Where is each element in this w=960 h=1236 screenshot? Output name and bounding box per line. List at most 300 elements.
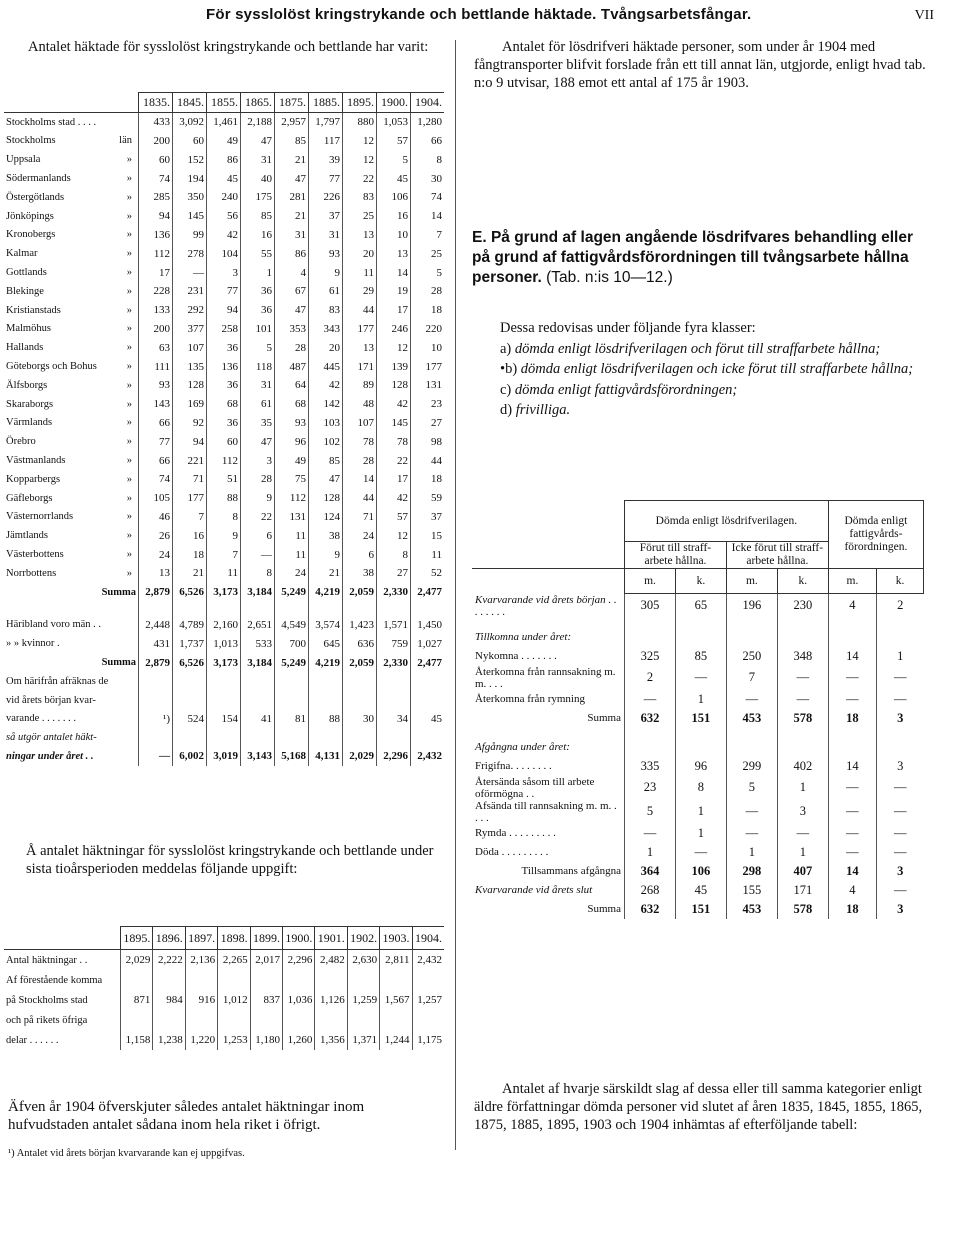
table-row (4, 395, 444, 414)
table-cell: 1 (675, 800, 726, 824)
table-cell: 177 (343, 320, 377, 339)
table-cell: 24 (139, 545, 173, 564)
spacer-row (472, 618, 924, 628)
county-name-cell (4, 564, 139, 583)
table-cell (726, 738, 777, 757)
table-cell: 258 (207, 320, 241, 339)
table-cell: 2,296 (377, 747, 411, 766)
table-cell: 60 (173, 132, 207, 151)
table-cell: 39 (309, 150, 343, 169)
table-cell: 38 (343, 564, 377, 583)
table-row (4, 112, 444, 131)
table-cell: 104 (207, 244, 241, 263)
table-cell: 175 (241, 188, 275, 207)
class-text: dömda enligt lösdrifverilagen och förut till straffarbete hållna; (514, 340, 881, 357)
table-cell: 11 (207, 564, 241, 583)
county-name-cell (4, 508, 139, 527)
spacer-cell (828, 728, 876, 738)
table-cell (343, 691, 377, 710)
county-suffix: » (126, 342, 132, 354)
row-label: Om härifrån afräknas de (6, 675, 109, 687)
table-cell: 3,092 (173, 112, 207, 131)
table-cell: 916 (185, 990, 217, 1010)
table-cell: 228 (139, 282, 173, 301)
table-cell (777, 628, 828, 647)
table-cell: 3 (877, 900, 924, 919)
table-cell: 42 (309, 376, 343, 395)
table-body (4, 950, 444, 1051)
added-section-row (472, 628, 924, 647)
table-cell: 15 (411, 526, 445, 545)
county-name-cell (4, 451, 139, 470)
net-arrests-row (4, 747, 444, 766)
table-cell: 335 (625, 757, 676, 776)
class-mark: c) (500, 381, 512, 398)
men-row (4, 616, 444, 635)
spacer-cell (275, 602, 309, 616)
table-cell: 74 (139, 470, 173, 489)
table-cell: 2,957 (275, 112, 309, 131)
returned-from-escape-row (472, 690, 924, 709)
table-cell: 285 (139, 188, 173, 207)
table-cell: 2,136 (185, 950, 217, 971)
table-cell: 28 (241, 470, 275, 489)
table-cell: 35 (241, 414, 275, 433)
table-cell: 36 (241, 282, 275, 301)
sex-col-header: m. (625, 569, 676, 594)
table-cell: 2,482 (315, 950, 347, 971)
table-cell: 71 (173, 470, 207, 489)
deduction-row (4, 672, 444, 691)
table-cell: 49 (207, 132, 241, 151)
class-item-a (472, 339, 922, 360)
table-cell: 6 (241, 526, 275, 545)
table-cell: 8 (675, 776, 726, 800)
table-cell: 85 (309, 451, 343, 470)
county-name-cell (4, 470, 139, 489)
county-name: Västmanlands (6, 455, 66, 467)
table-cell: 94 (207, 301, 241, 320)
spacer-cell (139, 602, 173, 616)
returned-from-trial-row (472, 666, 924, 690)
table-cell: 3,184 (241, 653, 275, 672)
table-cell: 17 (377, 470, 411, 489)
table-cell: 299 (726, 757, 777, 776)
table-cell: 27 (377, 564, 411, 583)
class-item-d (472, 400, 922, 421)
table-cell: 66 (139, 451, 173, 470)
table-cell (275, 691, 309, 710)
table-cell: 155 (726, 881, 777, 900)
table-cell: 47 (241, 132, 275, 151)
table-cell: 1,356 (315, 1030, 347, 1050)
table-cell (625, 738, 676, 757)
table-cell: 3 (877, 862, 924, 881)
table-cell: — (726, 824, 777, 843)
table-cell: 1,027 (411, 634, 445, 653)
table-cell: 2,811 (380, 950, 412, 971)
table-cell: 4,219 (309, 583, 343, 602)
county-suffix: » (126, 492, 132, 504)
spacer-cell (207, 602, 241, 616)
table-cell: 196 (726, 594, 777, 618)
table-row (4, 150, 444, 169)
table-cell: — (726, 800, 777, 824)
table-cell: 1 (625, 843, 676, 862)
county-suffix: » (126, 530, 132, 542)
table-cell: 26 (139, 526, 173, 545)
county-name: Södermanlands (6, 173, 71, 185)
table-cell: 700 (275, 634, 309, 653)
table-cell: 81 (275, 710, 309, 729)
table-cell: 2,448 (139, 616, 173, 635)
table-cell: 2,188 (241, 112, 275, 131)
table-row (4, 357, 444, 376)
table-cell: 171 (343, 357, 377, 376)
table-cell: 1,797 (309, 112, 343, 131)
table-cell: 22 (343, 169, 377, 188)
table-cell: 22 (377, 451, 411, 470)
table-cell: 36 (207, 376, 241, 395)
county-name-cell (4, 207, 139, 226)
year-col-header: 1900. (377, 93, 411, 113)
table-cell (380, 1010, 412, 1030)
table-cell (412, 970, 444, 990)
table-cell: 364 (625, 862, 676, 881)
table-cell: 136 (139, 226, 173, 245)
table-cell: 4,789 (173, 616, 207, 635)
table-cell (275, 728, 309, 747)
county-name-cell (4, 489, 139, 508)
table-cell: 102 (309, 432, 343, 451)
table-header-blank (472, 569, 625, 594)
year-col-header: 1895. (343, 93, 377, 113)
table-cell: 18 (828, 709, 876, 728)
table-cell (347, 1010, 379, 1030)
spacer-cell (777, 728, 828, 738)
county-name-cell (4, 526, 139, 545)
table-cell: 4 (828, 881, 876, 900)
county-name: Kopparbergs (6, 473, 61, 485)
table-cell: 106 (675, 862, 726, 881)
table-cell: — (877, 824, 924, 843)
table-cell: 2,432 (411, 747, 445, 766)
forced-labour-table (472, 500, 924, 919)
table-cell: 433 (139, 112, 173, 131)
table-cell: 11 (343, 263, 377, 282)
sex-header-row (472, 569, 924, 594)
table-cell: 65 (675, 594, 726, 618)
table-cell (828, 738, 876, 757)
county-suffix: » (126, 361, 132, 373)
table-cell: 152 (173, 150, 207, 169)
row-label: Afgångna under året: (475, 741, 570, 753)
table-cell: 47 (275, 169, 309, 188)
table-cell: 133 (139, 301, 173, 320)
table-cell: 16 (377, 207, 411, 226)
row-label: Summa (101, 586, 136, 598)
class-text: dömda enligt lösdrifverilagen och icke förut till straffarbete hållna; (520, 361, 914, 377)
table-cell (173, 728, 207, 747)
table-cell: 17 (377, 301, 411, 320)
table-cell: 89 (343, 376, 377, 395)
row-label: vid årets början kvar- (6, 694, 96, 706)
table-cell (153, 1010, 185, 1030)
table-cell: 112 (139, 244, 173, 263)
left-intro-paragraph: Antalet häktade för sysslolöst kringstrykande och bettlande har varit: (28, 39, 429, 55)
spacer-cell (726, 618, 777, 628)
table-cell: 2,029 (343, 747, 377, 766)
table-cell: 2,222 (153, 950, 185, 971)
table-cell: 112 (207, 451, 241, 470)
county-name: Norrbottens (6, 567, 57, 579)
table-cell: 3,173 (207, 653, 241, 672)
table-cell: 5,168 (275, 747, 309, 766)
table-cell: 18 (411, 470, 445, 489)
table-cell (250, 1010, 282, 1030)
table-row (4, 188, 444, 207)
table-cell (207, 691, 241, 710)
row-label: Summa (101, 657, 136, 668)
table-cell: 8 (241, 564, 275, 583)
sex-col-header: k. (777, 569, 828, 594)
table-cell: 28 (343, 451, 377, 470)
class-mark: •b) (500, 361, 518, 377)
table-cell: 47 (275, 301, 309, 320)
table-cell: 2,059 (343, 653, 377, 672)
table-cell: 5,249 (275, 653, 309, 672)
table-cell: 64 (275, 376, 309, 395)
spacer-cell (625, 728, 676, 738)
table-cell: 226 (309, 188, 343, 207)
table-cell: 292 (173, 301, 207, 320)
table-header-blank (4, 927, 121, 950)
table-cell: 9 (309, 545, 343, 564)
table-cell: 1,180 (250, 1030, 282, 1050)
table-cell: — (877, 881, 924, 900)
table-cell: 88 (207, 489, 241, 508)
table-cell: 96 (675, 757, 726, 776)
table-cell: 1 (877, 647, 924, 666)
table-cell: 154 (207, 710, 241, 729)
table-row (4, 508, 444, 527)
table-cell: 57 (377, 132, 411, 151)
spacer-cell (343, 602, 377, 616)
spacer-cell (377, 602, 411, 616)
table-cell (315, 1010, 347, 1030)
county-name: Uppsala (6, 154, 41, 166)
table-cell: 10 (411, 338, 445, 357)
table-row (4, 414, 444, 433)
table-cell: 86 (207, 150, 241, 169)
row-label: Kvarvarande vid årets början . . . . . . . . (475, 593, 617, 618)
table-cell: 298 (726, 862, 777, 881)
table-cell (315, 970, 347, 990)
table-cell: 41 (241, 710, 275, 729)
table-cell: 21 (309, 564, 343, 583)
year-col-header: 1835. (139, 93, 173, 113)
table-cell (412, 1010, 444, 1030)
table-cell: 2,029 (121, 950, 153, 971)
table-cell: 52 (411, 564, 445, 583)
remaining-end-row (472, 881, 924, 900)
table-cell: 57 (377, 508, 411, 527)
table-header-row (4, 93, 444, 113)
deduction-row (4, 710, 444, 729)
table-cell: 1,012 (218, 990, 250, 1010)
table-cell: 61 (309, 282, 343, 301)
county-name: Jämtlands (6, 530, 48, 542)
table-cell (139, 691, 173, 710)
table-row (4, 1010, 444, 1030)
table-cell: 2,477 (411, 583, 445, 602)
table-cell: 66 (139, 414, 173, 433)
table-cell: 20 (309, 338, 343, 357)
table-cell: 61 (241, 395, 275, 414)
summa-row (4, 653, 444, 672)
county-name: Stockholms (6, 135, 56, 147)
table-cell: 230 (777, 594, 828, 618)
table-cell: 5 (726, 776, 777, 800)
table-cell: 143 (139, 395, 173, 414)
table-cell: 145 (173, 207, 207, 226)
table-cell (241, 728, 275, 747)
county-name-cell (4, 263, 139, 282)
county-suffix: » (126, 154, 132, 166)
section-e-table-ref: (Tab. n:is 10—12.) (546, 269, 673, 286)
table-cell: 67 (275, 282, 309, 301)
table-cell: 2,017 (250, 950, 282, 971)
table-cell: 45 (207, 169, 241, 188)
table-cell: 5 (411, 263, 445, 282)
spacer-cell (877, 728, 924, 738)
table-cell (675, 738, 726, 757)
table-cell: 77 (139, 432, 173, 451)
table-cell: 118 (241, 357, 275, 376)
row-label: Antal häktningar . . (6, 954, 88, 966)
table-cell: 2,160 (207, 616, 241, 635)
table-cell: 231 (173, 282, 207, 301)
row-label: Återkomna från rannsakning m. m. . . . (475, 665, 616, 690)
table-cell: 8 (207, 508, 241, 527)
table-cell: — (828, 690, 876, 709)
county-name-cell (4, 188, 139, 207)
table-cell: 101 (241, 320, 275, 339)
table-cell: 31 (241, 150, 275, 169)
classes-list (472, 318, 922, 421)
table-cell: 135 (173, 357, 207, 376)
year-col-header: 1904. (411, 93, 445, 113)
year-col-header: 1845. (173, 93, 207, 113)
vagrancy-law-group-header: Dömda enligt lösdrifverilagen. (625, 501, 829, 542)
year-col-header: 1855. (207, 93, 241, 113)
county-name: Göteborgs och Bohus (6, 361, 97, 373)
table-cell (207, 728, 241, 747)
table-cell: 99 (173, 226, 207, 245)
table-cell: 3 (777, 800, 828, 824)
county-name: Kristianstads (6, 304, 61, 316)
county-name-cell (4, 338, 139, 357)
table-cell (309, 691, 343, 710)
table-cell: 105 (139, 489, 173, 508)
table-cell: 1,423 (343, 616, 377, 635)
table-cell: 151 (675, 709, 726, 728)
table-cell: 220 (411, 320, 445, 339)
row-label: varande . . . . . . . (6, 713, 76, 725)
deceased-row (472, 843, 924, 862)
row-label: delar . . . . . . (6, 1034, 59, 1046)
spacer-cell (472, 728, 625, 738)
county-name-cell (4, 395, 139, 414)
row-label: Återsända såsom till arbete oförmögna . . (475, 775, 595, 800)
table-cell: 31 (241, 376, 275, 395)
summa-row (472, 709, 924, 728)
remaining-start-row (472, 594, 924, 618)
table-cell (153, 970, 185, 990)
page-running-title: För sysslolöst kringstrykande och bettlande häktade. Tvångsarbetsfångar. (206, 6, 752, 23)
table-cell: 111 (139, 357, 173, 376)
table-cell: 2,477 (411, 653, 445, 672)
table-cell: 17 (139, 263, 173, 282)
spacer-cell (241, 602, 275, 616)
county-suffix: » (126, 248, 132, 260)
table-cell: 92 (173, 414, 207, 433)
table-cell: 45 (377, 169, 411, 188)
table-header-row (4, 927, 444, 950)
table-cell (828, 628, 876, 647)
row-label: Kvarvarande vid årets slut (475, 884, 593, 896)
county-name: Malmöhus (6, 323, 51, 335)
table-cell: 200 (139, 132, 173, 151)
table-cell: 60 (207, 432, 241, 451)
county-name: Hallands (6, 342, 44, 354)
section-e-title: E. På grund af lagen angående lösdrifvares behandling eller på grund af fattigvårdsförordningen till tvångsarbete hållna personer. (472, 229, 914, 286)
table-cell: 5,249 (275, 583, 309, 602)
spacer-cell (472, 618, 625, 628)
county-suffix: » (126, 511, 132, 523)
table-cell: 124 (309, 508, 343, 527)
class-text: frivilliga. (515, 402, 571, 418)
table-cell: 128 (173, 376, 207, 395)
county-name-cell (4, 226, 139, 245)
county-name: Stockholms stad . . . . (6, 116, 97, 128)
year-col-header: 1898. (218, 927, 250, 950)
table-cell: 4,549 (275, 616, 309, 635)
total-arrests-row (4, 950, 444, 971)
sex-col-header: m. (726, 569, 777, 594)
table-row (4, 564, 444, 583)
table-cell: 578 (777, 709, 828, 728)
table-row (4, 470, 444, 489)
table-cell: 6,526 (173, 653, 207, 672)
table-cell: 3,019 (207, 747, 241, 766)
net-arrests-row (4, 728, 444, 747)
table-cell: 68 (275, 395, 309, 414)
table-cell: 45 (675, 881, 726, 900)
county-name: Älfsborgs (6, 379, 48, 391)
table-cell (275, 672, 309, 691)
table-cell: 353 (275, 320, 309, 339)
county-suffix: » (126, 417, 132, 429)
table-cell: 94 (173, 432, 207, 451)
table-cell: 1 (726, 843, 777, 862)
table-cell: 3,184 (241, 583, 275, 602)
spacer-cell (726, 728, 777, 738)
table-cell: 6,002 (173, 747, 207, 766)
table-cell: — (777, 690, 828, 709)
table-cell: 984 (153, 990, 185, 1010)
table-cell: 268 (625, 881, 676, 900)
